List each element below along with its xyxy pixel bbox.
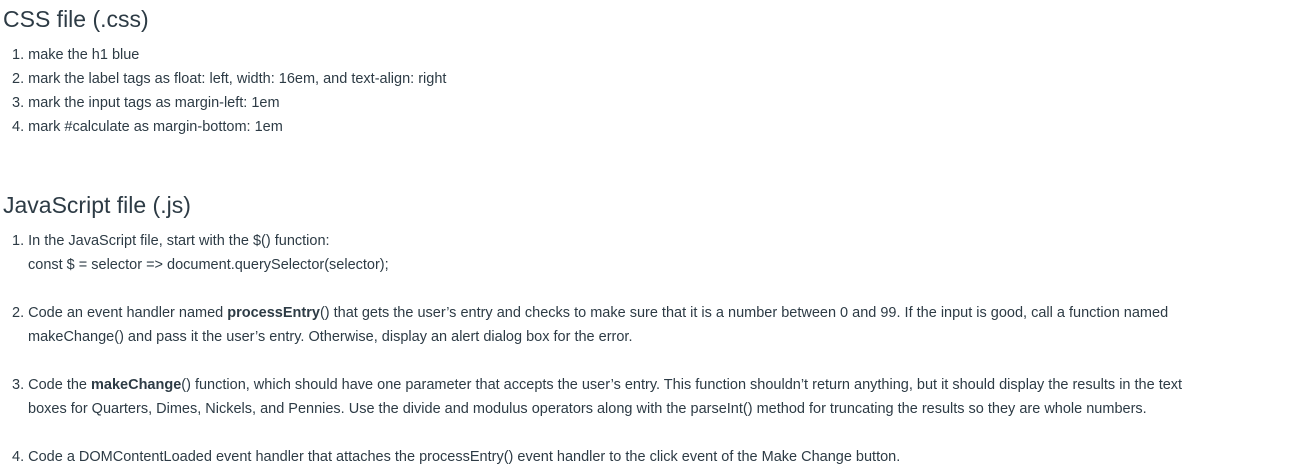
js-list-item [12,303,1168,323]
code-snippet: const $ = selector => document.querySelector(selector); [28,257,389,273]
function-name-bold: processEntry [227,305,320,321]
css-list-item [12,117,283,137]
css-list-item [12,93,280,113]
list-item-text: mark #calculate as margin-bottom: 1em [28,119,283,135]
list-number: 3. [12,95,25,111]
list-item-continuation: makeChange() and pass it the user’s entry. Otherwise, display an alert dialog box for the error. [28,329,633,345]
list-item-continuation: boxes for Quarters, Dimes, Nickels, and Pennies. Use the divide and modulus operators along with the parseInt() method for truncating the results so they are whole numbers. [28,401,1147,417]
css-list-item [12,69,446,89]
list-item-text-start: Code an event handler named [28,305,228,321]
list-item-text: mark the label tags as float: left, width: 16em, and text-align: right [28,71,447,87]
js-list-item [12,447,900,467]
list-number: 4. [12,449,25,465]
list-item-text-start: Code the [28,377,92,393]
list-item-text: make the h1 blue [28,47,140,63]
list-number: 2. [12,71,25,87]
css-list-item [12,45,139,65]
function-name-bold: makeChange [91,377,182,393]
list-item-text: mark the input tags as margin-left: 1em [28,95,280,111]
list-item-text: In the JavaScript file, start with the $() function: [28,233,330,249]
list-number: 2. [12,305,25,321]
list-item-text: Code a DOMContentLoaded event handler that attaches the processEntry() event handler to the click event of the Make Change button. [28,449,901,465]
list-number: 4. [12,119,25,135]
list-item-text-end: () function, which should have one parameter that accepts the user’s entry. This function shouldn’t return anything, but it should display the results in the text [181,377,1183,393]
js-section-title: JavaScript file (.js) [3,192,191,218]
js-list-item [12,231,330,251]
list-number: 1. [12,47,25,63]
list-number: 3. [12,377,25,393]
css-section-title: CSS file (.css) [3,6,149,32]
js-list-item [12,375,1182,395]
list-number: 1. [12,233,25,249]
list-item-text-end: () that gets the user’s entry and checks to make sure that it is a number between 0 and 99. If the input is good, call a function named [319,305,1169,321]
